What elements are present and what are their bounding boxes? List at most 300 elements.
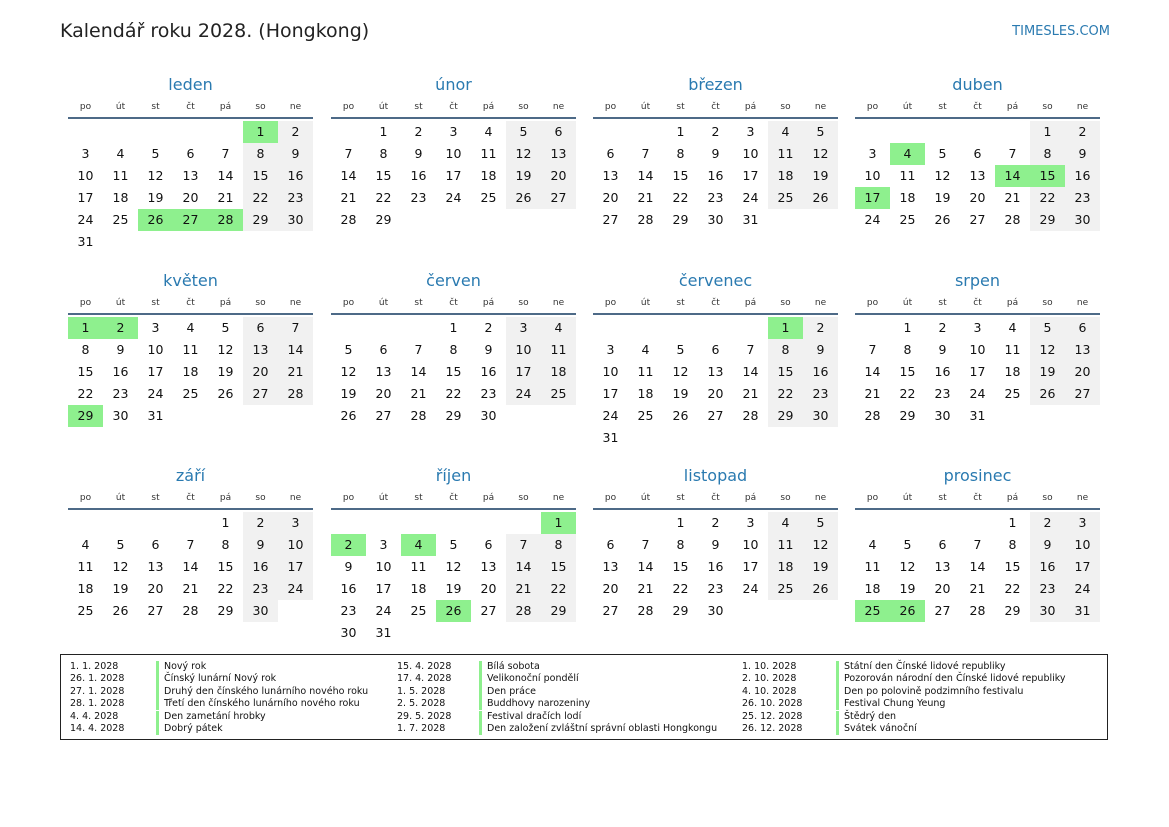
calendar-day: 30 [243,600,278,622]
calendar-day: 25 [77,603,94,618]
legend-date: 29. 5. 2028 [397,710,452,722]
weekday-label: pá [482,298,495,308]
calendar-day: 3 [506,317,541,339]
calendar-day: 21 [182,581,199,596]
calendar-day: 3 [746,124,755,139]
legend-date: 26. 10. 2028 [742,698,803,710]
calendar-day: 25 [182,386,199,401]
weekday-label: st [414,102,423,112]
calendar-day: 8 [541,534,576,556]
calendar-day: 27 [480,603,497,618]
calendar-day: 12 [803,143,838,165]
legend-holiday-name: Festival dračích lodí [479,711,581,723]
calendar-day: 10 [742,146,759,161]
legend-holiday-name: Velikonoční pondělí [479,673,579,685]
calendar-day: 5 [151,146,160,161]
calendar-day: 28 [410,408,427,423]
calendar-day: 5 [1030,317,1065,339]
calendar-day: 19 [445,581,462,596]
calendar-day: 30 [340,625,357,640]
weekday-label: po [342,102,355,112]
calendar-day: 28 [969,603,986,618]
calendar-day: 6 [711,342,720,357]
weekday-label: so [255,298,266,308]
calendar-day: 5 [803,512,838,534]
calendar-day: 30 [707,212,724,227]
calendar-day: 11 [637,364,654,379]
calendar-day: 26 [803,187,838,209]
calendar-day: 6 [186,146,195,161]
calendar-day: 8 [1008,537,1017,552]
calendar-day: 6 [938,537,947,552]
calendar-day: 8 [676,146,685,161]
calendar-day: 29 [445,408,462,423]
weekday-label: pá [744,102,757,112]
calendar-day: 16 [1030,556,1065,578]
calendar-day: 30 [112,408,129,423]
calendar-day: 3 [379,537,388,552]
holiday-day: 1 [768,317,803,339]
calendar-day: 18 [768,165,803,187]
calendar-day: 22 [77,386,94,401]
calendar-day: 20 [480,581,497,596]
weekday-label: pá [1006,298,1019,308]
holiday-day: 15 [1030,165,1065,187]
calendar-day: 11 [768,534,803,556]
calendar-day: 25 [637,408,654,423]
calendar-day: 3 [746,515,755,530]
calendar-day: 14 [969,559,986,574]
calendar-day: 13 [243,339,278,361]
calendar-day: 8 [903,342,912,357]
calendar-day: 28 [278,383,313,405]
calendar-day: 16 [707,168,724,183]
calendar-day: 30 [803,405,838,427]
calendar-day: 23 [707,190,724,205]
calendar-day: 8 [768,339,803,361]
calendar-day: 25 [410,603,427,618]
calendar-day: 30 [934,408,951,423]
calendar-day: 27 [934,603,951,618]
calendar-day: 20 [969,190,986,205]
calendar-day: 24 [147,386,164,401]
calendar-day: 25 [768,187,803,209]
weekday-label: pá [1006,493,1019,503]
legend-date: 2. 5. 2028 [397,698,446,710]
weekday-label: út [640,493,651,503]
legend-date: 28. 1. 2028 [70,698,125,710]
holiday-day: 14 [995,165,1030,187]
calendar-day: 17 [602,386,619,401]
calendar-day: 19 [506,165,541,187]
calendar-day: 19 [803,165,838,187]
calendar-day: 4 [868,537,877,552]
calendar-day: 3 [1065,512,1100,534]
month-header-divider [68,313,313,315]
calendar-day: 6 [379,342,388,357]
calendar-day: 21 [340,190,357,205]
calendar-day: 14 [637,559,654,574]
calendar-day: 2 [803,317,838,339]
calendar-day: 18 [480,168,497,183]
holiday-day: 26 [436,600,471,622]
weekday-label: po [79,298,92,308]
calendar-day: 9 [278,143,313,165]
calendar-day: 6 [606,146,615,161]
calendar-day: 23 [340,603,357,618]
calendar-day: 1 [903,320,912,335]
legend-date: 25. 12. 2028 [742,710,803,722]
calendar-day: 19 [1030,361,1065,383]
weekday-label: po [866,102,879,112]
calendar-day: 24 [602,408,619,423]
calendar-day: 14 [637,168,654,183]
holiday-day: 17 [855,187,890,209]
calendar-day: 30 [480,408,497,423]
calendar-day: 3 [449,124,458,139]
calendar-day: 28 [637,212,654,227]
calendar-day: 28 [742,408,759,423]
calendar-day: 7 [278,317,313,339]
weekday-label: út [115,102,126,112]
calendar-day: 14 [182,559,199,574]
calendar-day: 22 [243,187,278,209]
weekday-label: pá [1006,102,1019,112]
weekday-label: so [255,493,266,503]
legend-holiday-name: Nový rok [156,661,206,673]
legend-holiday-name: Státní den Čínské lidové republiky [836,661,1005,673]
calendar-day: 13 [182,168,199,183]
calendar-day: 16 [707,559,724,574]
calendar-day: 7 [641,537,650,552]
calendar-day: 13 [934,559,951,574]
calendar-day: 11 [182,342,199,357]
calendar-day: 29 [672,212,689,227]
calendar-day: 29 [541,600,576,622]
legend-date: 1. 1. 2028 [70,661,119,672]
calendar-day: 23 [707,581,724,596]
calendar-day: 16 [410,168,427,183]
weekday-label: po [604,102,617,112]
calendar-day: 27 [1065,383,1100,405]
calendar-day: 21 [410,386,427,401]
weekday-label: čt [449,493,458,503]
calendar-day: 25 [899,212,916,227]
calendar-day: 17 [742,559,759,574]
calendar-day: 27 [602,212,619,227]
calendar-day: 3 [278,512,313,534]
month-header-divider [331,313,576,315]
calendar-day: 29 [243,209,278,231]
weekday-label: út [115,493,126,503]
legend-holiday-name: Festival Chung Yeung [836,698,945,710]
legend-holiday-name: Bílá sobota [479,661,540,673]
calendar-day: 25 [768,578,803,600]
calendar-day: 8 [1030,143,1065,165]
weekday-label: st [676,298,685,308]
calendar-day: 19 [340,386,357,401]
calendar-day: 28 [340,212,357,227]
calendar-day: 4 [484,124,493,139]
month-header-divider [68,508,313,510]
calendar-day: 11 [899,168,916,183]
calendar-day: 2 [484,320,493,335]
calendar-day: 17 [375,581,392,596]
calendar-day: 15 [672,168,689,183]
weekday-label: po [866,493,879,503]
calendar-day: 21 [278,361,313,383]
calendar-day: 6 [606,537,615,552]
calendar-day: 17 [278,556,313,578]
calendar-day: 13 [707,364,724,379]
legend-date: 1. 7. 2028 [397,723,446,734]
weekday-label: st [151,493,160,503]
calendar-day: 23 [243,578,278,600]
calendar-day: 22 [899,386,916,401]
weekday-label: po [604,493,617,503]
calendar-day: 6 [243,317,278,339]
calendar-day: 11 [864,559,881,574]
calendar-day: 8 [449,342,458,357]
calendar-day: 7 [344,146,353,161]
legend-date: 27. 1. 2028 [70,685,125,697]
page-title: Kalendář roku 2028. (Hongkong) [60,20,370,42]
calendar-day: 23 [112,386,129,401]
calendar-day: 15 [445,364,462,379]
calendar-day: 7 [868,342,877,357]
weekday-label: čt [973,298,982,308]
calendar-day: 20 [602,190,619,205]
calendar-day: 21 [742,386,759,401]
calendar-day: 9 [414,146,423,161]
calendar-day: 31 [147,408,164,423]
calendar-day: 1 [1030,121,1065,143]
calendar-day: 1 [221,515,230,530]
weekday-label: st [151,298,160,308]
weekday-label: po [342,298,355,308]
calendar-day: 9 [243,534,278,556]
calendar-day: 18 [637,386,654,401]
calendar-day: 12 [112,559,129,574]
legend-date: 1. 10. 2028 [742,661,797,672]
calendar-day: 24 [742,190,759,205]
calendar-day: 12 [934,168,951,183]
calendar-day: 18 [541,361,576,383]
calendar-day: 24 [375,603,392,618]
calendar-day: 7 [973,537,982,552]
calendar-day: 27 [602,603,619,618]
weekday-label: pá [482,493,495,503]
calendar-day: 10 [278,534,313,556]
calendar-day: 15 [672,559,689,574]
weekday-label: út [902,493,913,503]
holiday-day: 1 [243,121,278,143]
calendar-day: 21 [1004,190,1021,205]
calendar-day: 16 [112,364,129,379]
month-name: říjen [435,466,472,485]
weekday-label: út [115,298,126,308]
holiday-day: 29 [68,405,103,427]
legend-holiday-name: Buddhovy narozeniny [479,698,590,710]
calendar-day: 14 [410,364,427,379]
month-header-divider [68,117,313,119]
calendar-day: 10 [602,364,619,379]
calendar-day: 27 [707,408,724,423]
calendar-day: 18 [410,581,427,596]
calendar-day: 16 [1065,165,1100,187]
calendar-day: 28 [182,603,199,618]
calendar-day: 29 [899,408,916,423]
weekday-label: st [414,298,423,308]
calendar-day: 2 [414,124,423,139]
weekday-label: čt [186,298,195,308]
calendar-day: 11 [1004,342,1021,357]
calendar-day: 17 [1065,556,1100,578]
calendar-day: 17 [742,168,759,183]
calendar-day: 25 [480,190,497,205]
calendar-day: 2 [711,124,720,139]
calendar-day: 13 [541,143,576,165]
weekday-label: so [255,102,266,112]
weekday-label: ne [552,493,565,503]
legend-date: 4. 10. 2028 [742,685,797,697]
weekday-label: so [780,102,791,112]
calendar-day: 1 [676,124,685,139]
calendar-day: 15 [77,364,94,379]
calendar-day: 5 [116,537,125,552]
month-header-divider [855,313,1100,315]
weekday-label: so [780,298,791,308]
calendar-day: 18 [182,364,199,379]
legend-holiday-name: Den zametání hrobky [156,711,266,723]
month-header-divider [855,508,1100,510]
calendar-day: 17 [77,190,94,205]
calendar-day: 19 [672,386,689,401]
calendar-day: 5 [221,320,230,335]
month-name: červen [426,271,481,290]
calendar-day: 15 [899,364,916,379]
calendar-day: 10 [506,339,541,361]
calendar-day: 7 [221,146,230,161]
calendar-day: 13 [602,168,619,183]
weekday-label: čt [711,298,720,308]
calendar-day: 7 [746,342,755,357]
calendar-day: 5 [506,121,541,143]
calendar-day: 1 [1008,515,1017,530]
calendar-day: 24 [506,383,541,405]
holiday-day: 4 [401,534,436,556]
calendar-day: 21 [864,386,881,401]
calendar-day: 21 [637,190,654,205]
calendar-day: 9 [938,342,947,357]
calendar-day: 23 [410,190,427,205]
calendar-day: 18 [77,581,94,596]
calendar-day: 13 [480,559,497,574]
calendar-day: 28 [1004,212,1021,227]
month-header-divider [855,117,1100,119]
calendar-day: 28 [637,603,654,618]
weekday-label: st [414,493,423,503]
calendar-day: 22 [1030,187,1065,209]
calendar-day: 4 [768,512,803,534]
legend-holiday-name: Třetí den čínského lunárního nového roku [156,698,360,710]
weekday-label: so [518,102,529,112]
month-name: listopad [683,466,748,485]
calendar-day: 29 [672,603,689,618]
calendar-day: 22 [672,190,689,205]
calendar-day: 29 [768,405,803,427]
calendar-day: 18 [1004,364,1021,379]
calendar-day: 4 [116,146,125,161]
weekday-label: st [676,102,685,112]
month-name: prosinec [943,466,1012,485]
calendar-day: 4 [186,320,195,335]
weekday-label: út [902,102,913,112]
site-link[interactable]: TIMESLES.COM [1012,24,1110,39]
month-name: září [175,466,206,485]
calendar-day: 15 [217,559,234,574]
calendar-day: 9 [116,342,125,357]
weekday-label: ne [552,102,565,112]
weekday-label: čt [711,102,720,112]
calendar-day: 20 [182,190,199,205]
calendar-day: 7 [1008,146,1017,161]
calendar-day: 3 [151,320,160,335]
calendar-day: 8 [379,146,388,161]
calendar-day: 10 [1065,534,1100,556]
calendar-day: 7 [186,537,195,552]
calendar-day: 11 [112,168,129,183]
weekday-label: út [640,298,651,308]
calendar-day: 4 [541,317,576,339]
calendar-day: 18 [864,581,881,596]
calendar-day: 10 [375,559,392,574]
weekday-label: čt [449,298,458,308]
calendar-day: 27 [541,187,576,209]
calendar-day: 7 [506,534,541,556]
holiday-day: 26 [890,600,925,622]
calendar-day: 30 [707,603,724,618]
calendar-day: 1 [379,124,388,139]
legend-date: 1. 5. 2028 [397,685,446,697]
weekday-label: pá [744,298,757,308]
calendar-day: 12 [445,559,462,574]
calendar-day: 27 [375,408,392,423]
weekday-label: út [378,493,389,503]
legend-holiday-name: Den po polovině podzimního festivalu [836,686,1023,698]
month-name: duben [952,75,1003,94]
calendar-day: 7 [641,146,650,161]
calendar-day: 24 [278,578,313,600]
calendar-day: 9 [1030,534,1065,556]
calendar-day: 20 [375,386,392,401]
calendar-day: 3 [868,146,877,161]
calendar-day: 22 [541,578,576,600]
calendar-day: 29 [217,603,234,618]
calendar-day: 5 [938,146,947,161]
calendar-day: 15 [768,361,803,383]
calendar-day: 31 [77,234,94,249]
weekday-label: pá [482,102,495,112]
calendar-day: 2 [243,512,278,534]
weekday-label: ne [814,493,827,503]
weekday-label: ne [1076,493,1089,503]
calendar-day: 25 [112,212,129,227]
weekday-label: ne [289,493,302,503]
calendar-day: 3 [81,146,90,161]
weekday-label: út [902,298,913,308]
calendar-day: 21 [217,190,234,205]
